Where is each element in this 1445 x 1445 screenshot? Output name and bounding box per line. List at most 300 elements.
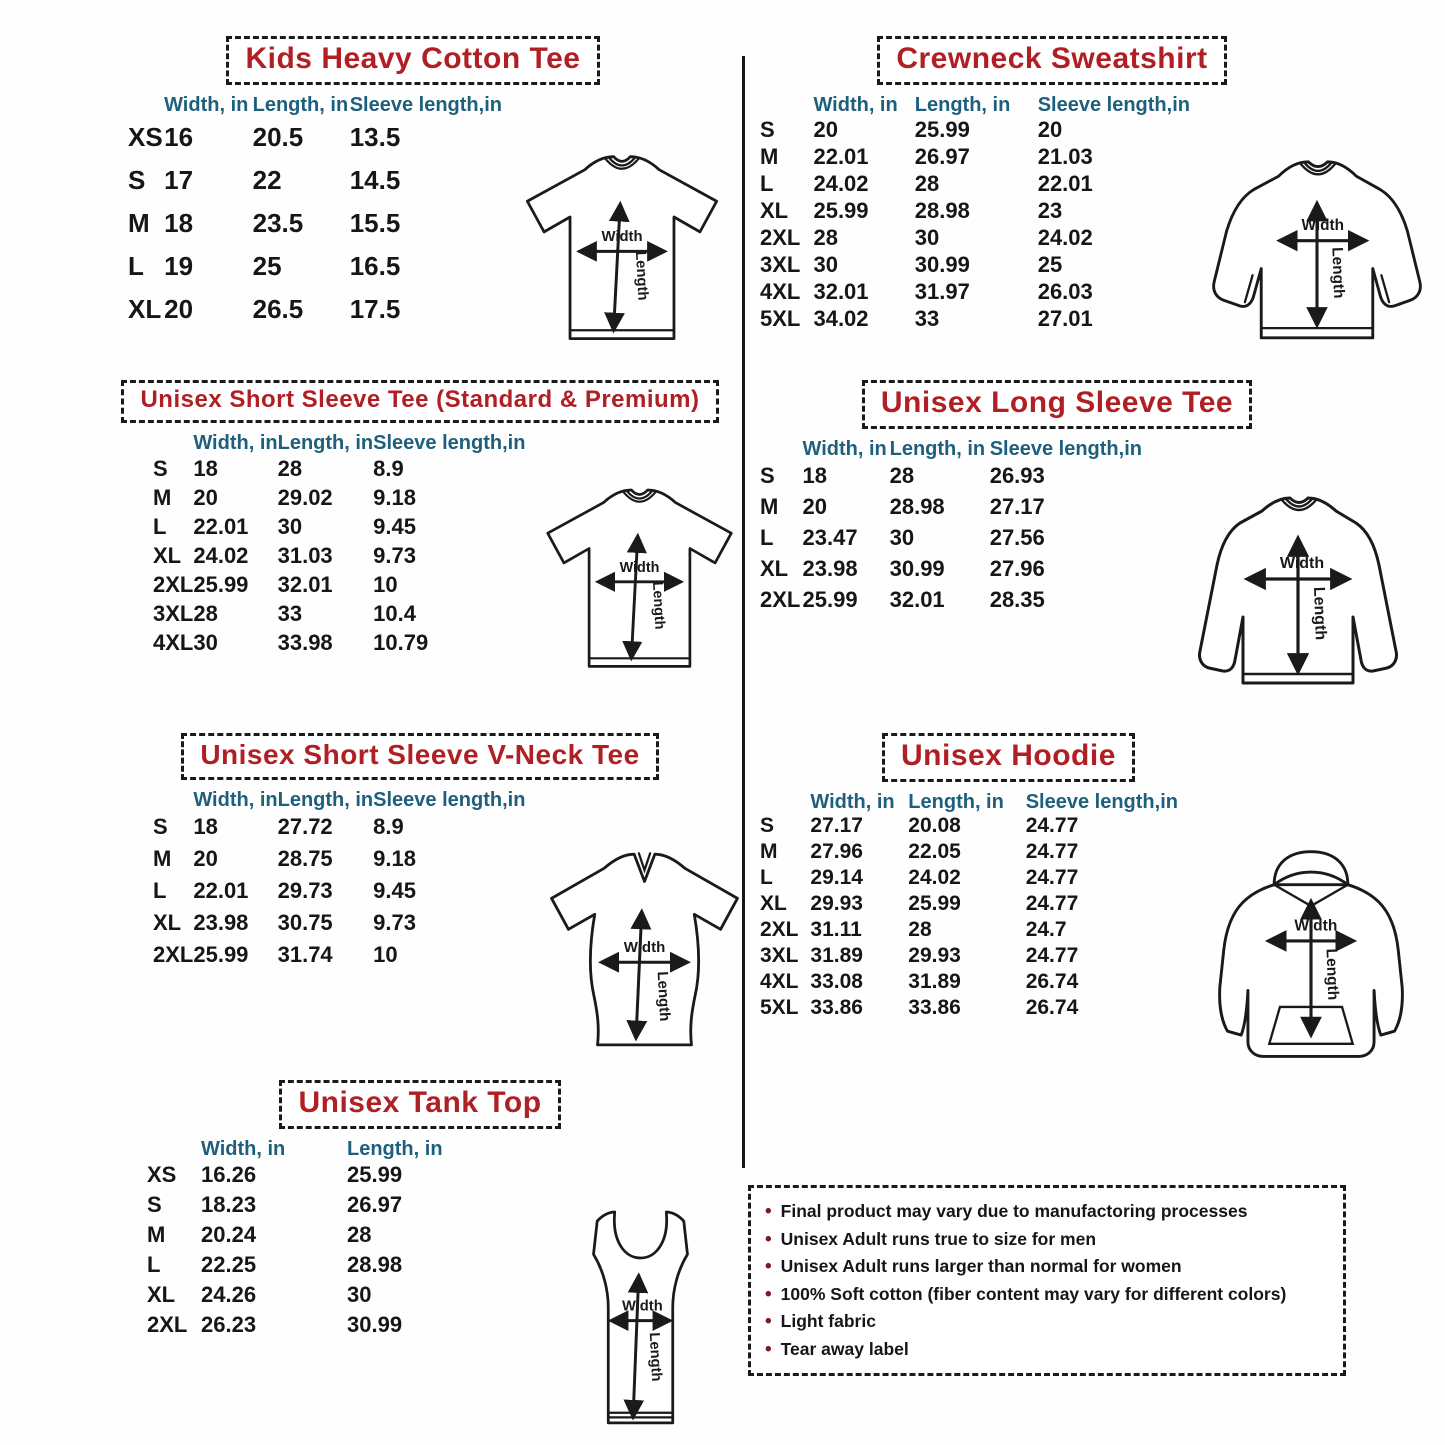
- size-value: 10.79: [373, 629, 429, 655]
- size-value: 30: [813, 251, 838, 277]
- size-value: 34.02: [813, 305, 869, 331]
- size-row: [760, 839, 1178, 865]
- size-row: [153, 811, 525, 843]
- bullet-icon: •: [765, 1311, 772, 1332]
- hoodie-icon: [1180, 842, 1442, 1070]
- size-value: 30: [889, 524, 915, 550]
- size-value: 30: [277, 513, 303, 539]
- note-text: Unisex Adult runs true to size for men: [780, 1228, 1097, 1249]
- size-row: [760, 917, 1178, 943]
- note-item: [765, 1226, 1331, 1254]
- size-table-header: [153, 433, 525, 454]
- size-row: [760, 224, 1190, 251]
- size-label: 2XL: [153, 571, 194, 597]
- size-value: 27.72: [277, 814, 333, 839]
- size-label: 2XL: [760, 224, 801, 250]
- size-row: [760, 278, 1190, 305]
- note-item: [765, 1281, 1331, 1309]
- section-title: Unisex Long Sleeve Tee: [880, 386, 1234, 419]
- size-row: [760, 143, 1190, 170]
- corner-cell: [760, 792, 810, 813]
- section-unisex-short-sleeve-tee: [95, 380, 745, 684]
- size-value: 30: [193, 629, 218, 655]
- size-row: [760, 522, 1142, 553]
- size-row: [147, 1160, 467, 1190]
- size-value: 16.5: [349, 251, 401, 281]
- size-label: L: [153, 513, 167, 539]
- size-value: 33: [277, 600, 303, 626]
- size-value: 27.17: [989, 493, 1045, 519]
- size-value: 18: [193, 455, 218, 481]
- v-neck-tee-icon: [527, 842, 762, 1058]
- size-value: 23: [1037, 197, 1063, 223]
- size-row: [147, 1310, 467, 1340]
- size-row: [760, 943, 1178, 969]
- size-value: 24.02: [1037, 224, 1093, 250]
- size-label: M: [128, 208, 150, 238]
- note-text: Light fabric: [780, 1311, 876, 1331]
- tee-illustration: [506, 147, 738, 357]
- size-row: [760, 491, 1142, 522]
- section-title-wrap: [752, 380, 1442, 429]
- size-value: 28: [813, 224, 838, 250]
- notes-list: [765, 1198, 1331, 1363]
- size-row: [153, 907, 525, 939]
- size-value: 23.47: [802, 524, 858, 550]
- size-row: [760, 584, 1142, 615]
- size-value: 32.01: [813, 278, 869, 304]
- size-value: 31.89: [810, 944, 863, 967]
- size-value: 27.96: [989, 555, 1045, 581]
- size-value: 19: [164, 251, 194, 281]
- size-value: 24.77: [1025, 840, 1079, 863]
- size-value: 17: [164, 165, 194, 195]
- column-header: Length, in: [347, 1138, 443, 1160]
- size-value: 23.98: [193, 910, 249, 935]
- size-row: [128, 288, 502, 331]
- crewneck-illustration: [1192, 151, 1442, 368]
- section-unisex-tank-top: [95, 1080, 745, 1439]
- size-label: 2XL: [153, 942, 194, 967]
- section-title-wrap: [752, 36, 1442, 85]
- column-header: Sleeve length,in: [1037, 94, 1190, 116]
- size-value: 25.99: [347, 1162, 403, 1187]
- size-value: 9.73: [373, 910, 416, 935]
- size-label: 4XL: [760, 278, 801, 304]
- size-value: 20.08: [908, 814, 961, 837]
- section-title-box: [862, 380, 1252, 429]
- note-text: 100% Soft cotton (fiber content may vary for different colors): [780, 1283, 1287, 1304]
- length-label: Length: [649, 581, 668, 630]
- bullet-icon: •: [765, 1338, 772, 1360]
- size-value: 24.26: [201, 1282, 257, 1307]
- section-title-box: [181, 733, 658, 780]
- size-value: 18.23: [201, 1192, 257, 1217]
- section-title-box: [279, 1080, 560, 1129]
- section-title-wrap: [752, 733, 1442, 782]
- note-text: Tear away label: [780, 1338, 909, 1359]
- size-table: [153, 790, 525, 971]
- size-value: 31.97: [914, 278, 970, 304]
- size-value: 22.25: [201, 1252, 257, 1277]
- column-header: Length, in: [277, 789, 374, 811]
- size-value: 14.5: [349, 165, 401, 195]
- size-value: 28.98: [889, 493, 945, 519]
- size-value: 30.99: [347, 1312, 403, 1337]
- size-row: [128, 116, 502, 159]
- section-title: Unisex Tank Top: [298, 1086, 542, 1119]
- size-value: 20: [164, 294, 194, 324]
- size-table-header: [760, 95, 1190, 116]
- size-row: [153, 512, 525, 541]
- size-value: 18: [193, 814, 218, 839]
- size-value: 26.93: [989, 462, 1045, 488]
- size-value: 24.77: [1025, 892, 1079, 915]
- size-label: XL: [760, 892, 787, 915]
- size-value: 25: [252, 251, 282, 281]
- size-row: [147, 1250, 467, 1280]
- size-label: S: [147, 1192, 162, 1217]
- size-value: 17.5: [349, 294, 401, 324]
- size-row: [760, 305, 1190, 332]
- size-value: 8.9: [373, 814, 404, 839]
- column-header: Length, in: [908, 791, 1004, 813]
- size-label: 5XL: [760, 996, 799, 1019]
- hoodie-illustration: [1180, 842, 1442, 1075]
- size-value: 31.74: [277, 942, 333, 967]
- size-value: 21.03: [1037, 143, 1093, 169]
- size-label: L: [147, 1252, 161, 1277]
- size-label: XL: [760, 555, 789, 581]
- size-label: 3XL: [153, 600, 194, 626]
- column-header: Sleeve length,in: [373, 789, 526, 811]
- size-value: 18: [802, 462, 828, 488]
- size-value: 29.93: [810, 892, 863, 915]
- size-table-header: [760, 792, 1178, 813]
- size-label: L: [128, 251, 144, 281]
- section-title: Kids Heavy Cotton Tee: [245, 42, 581, 75]
- size-value: 25.99: [813, 197, 869, 223]
- size-value: 23.5: [252, 208, 304, 238]
- size-label: L: [153, 878, 167, 903]
- size-table: [153, 433, 525, 657]
- length-label: Length: [631, 250, 651, 301]
- section-title: Unisex Hoodie: [901, 739, 1116, 772]
- size-label: 2XL: [760, 918, 799, 941]
- size-row: [128, 202, 502, 245]
- section-title-box: [121, 380, 718, 423]
- size-value: 33.98: [277, 629, 333, 655]
- notes-box: [748, 1185, 1346, 1376]
- size-value: 24.02: [813, 170, 869, 196]
- column-header: Length, in: [277, 432, 374, 454]
- section-title-box: [882, 733, 1135, 782]
- tee-illustration: [527, 481, 752, 684]
- tank-top-illustration: [553, 1199, 728, 1439]
- size-label: L: [760, 170, 774, 196]
- column-header: Width, in: [813, 94, 898, 116]
- size-value: 24.7: [1025, 918, 1067, 941]
- size-label: XL: [760, 197, 789, 223]
- size-value: 30: [347, 1282, 372, 1307]
- size-value: 22.01: [1037, 170, 1093, 196]
- length-label: Length: [1322, 948, 1342, 1001]
- size-row: [760, 969, 1178, 995]
- size-value: 26.74: [1025, 996, 1079, 1019]
- size-value: 20: [813, 116, 838, 142]
- width-label: Width: [1294, 917, 1338, 935]
- column-header: Width, in: [810, 791, 895, 813]
- size-value: 26.97: [914, 143, 970, 169]
- size-value: 22.05: [908, 840, 961, 863]
- size-row: [153, 875, 525, 907]
- size-row: [760, 553, 1142, 584]
- column-header: Width, in: [193, 789, 278, 811]
- width-label: Width: [1301, 217, 1345, 235]
- column-header: Sleeve length,in: [989, 438, 1142, 460]
- size-row: [153, 541, 525, 570]
- size-value: 28: [277, 455, 303, 481]
- size-label: XL: [153, 542, 182, 568]
- tank-top-icon: [553, 1199, 728, 1434]
- size-row: [760, 170, 1190, 197]
- size-label: M: [760, 840, 778, 863]
- size-row: [760, 116, 1190, 143]
- size-value: 28: [347, 1222, 372, 1247]
- bullet-icon: •: [765, 1256, 772, 1277]
- corner-cell: [147, 1139, 201, 1160]
- size-label: 4XL: [153, 629, 194, 655]
- length-label: Length: [1310, 586, 1329, 641]
- note-item: [765, 1198, 1331, 1226]
- column-header: Width, in: [193, 432, 278, 454]
- size-label: XL: [153, 910, 182, 935]
- size-value: 28.98: [347, 1252, 403, 1277]
- size-value: 18: [164, 208, 194, 238]
- note-text: Unisex Adult runs larger than normal for women: [780, 1256, 1182, 1276]
- v-neck-tee-illustration: [527, 842, 762, 1063]
- size-value: 20.24: [201, 1222, 257, 1247]
- section-title-box: [226, 36, 599, 85]
- size-label: XS: [147, 1162, 177, 1187]
- section-title: Unisex Short Sleeve Tee (Standard & Premium): [140, 386, 700, 413]
- size-label: M: [760, 493, 779, 519]
- size-row: [147, 1280, 467, 1310]
- column-header: Length, in: [889, 438, 986, 460]
- size-value: 28: [193, 600, 218, 626]
- size-label: M: [153, 846, 172, 871]
- width-label: Width: [621, 1298, 663, 1315]
- size-value: 9.73: [373, 542, 416, 568]
- size-row: [153, 454, 525, 483]
- size-table: [760, 95, 1190, 332]
- size-value: 20: [1037, 116, 1063, 142]
- section-unisex-long-sleeve-tee: [752, 380, 1442, 707]
- size-value: 22: [252, 165, 282, 195]
- size-label: XL: [147, 1282, 176, 1307]
- section-unisex-v-neck-tee: [95, 733, 745, 1063]
- short-sleeve-tee-icon: [506, 147, 738, 352]
- size-value: 28.98: [914, 197, 970, 223]
- column-header: Sleeve length,in: [349, 94, 502, 116]
- section-title-wrap: [95, 380, 745, 423]
- size-value: 28.75: [277, 846, 333, 871]
- size-value: 25: [1037, 251, 1063, 277]
- size-value: 29.14: [810, 866, 863, 889]
- size-value: 30: [914, 224, 940, 250]
- long-sleeve-tee-illustration: [1142, 487, 1442, 707]
- size-value: 28.35: [989, 586, 1045, 612]
- size-value: 16.26: [201, 1162, 257, 1187]
- size-label: 5XL: [760, 305, 801, 331]
- size-value: 33.86: [908, 996, 961, 1019]
- corner-cell: [760, 95, 813, 116]
- section-title-wrap: [95, 1080, 745, 1129]
- width-label: Width: [1279, 555, 1325, 572]
- size-row: [760, 891, 1178, 917]
- size-value: 22.01: [193, 878, 249, 903]
- size-label: S: [760, 814, 775, 837]
- size-value: 20: [193, 484, 218, 510]
- section-title: Crewneck Sweatshirt: [896, 42, 1208, 75]
- size-value: 29.93: [908, 944, 961, 967]
- size-value: 15.5: [349, 208, 401, 238]
- size-value: 10: [373, 571, 398, 597]
- section-title-wrap: [95, 733, 745, 780]
- length-label: Length: [654, 970, 674, 1022]
- size-table: [760, 792, 1178, 1021]
- corner-cell: [153, 433, 193, 454]
- size-value: 25.99: [802, 586, 858, 612]
- size-row: [153, 628, 525, 657]
- size-label: 3XL: [760, 944, 799, 967]
- size-value: 9.18: [373, 484, 416, 510]
- column-header: Width, in: [164, 94, 249, 116]
- size-value: 24.77: [1025, 814, 1079, 837]
- size-value: 9.18: [373, 846, 416, 871]
- size-value: 27.56: [989, 524, 1045, 550]
- size-table: [147, 1139, 467, 1340]
- size-value: 16: [164, 122, 194, 152]
- size-row: [153, 939, 525, 971]
- size-table-header: [760, 439, 1142, 460]
- size-table-header: [153, 790, 525, 811]
- size-value: 20.5: [252, 122, 304, 152]
- size-row: [153, 570, 525, 599]
- size-value: 30.99: [889, 555, 945, 581]
- size-value: 10: [373, 942, 398, 967]
- size-label: 2XL: [760, 586, 801, 612]
- note-item: [765, 1336, 1331, 1364]
- size-value: 24.02: [193, 542, 249, 568]
- size-value: 26.74: [1025, 970, 1079, 993]
- garment-outline: [594, 1212, 688, 1423]
- bullet-icon: •: [765, 1201, 772, 1222]
- column-header: Width, in: [201, 1138, 286, 1160]
- size-table-header: [128, 95, 502, 116]
- size-label: S: [153, 455, 168, 481]
- size-value: 33: [914, 305, 940, 331]
- corner-cell: [760, 439, 803, 460]
- size-value: 33.08: [810, 970, 863, 993]
- column-header: Width, in: [802, 438, 887, 460]
- size-value: 26.5: [252, 294, 304, 324]
- size-row: [147, 1190, 467, 1220]
- size-value: 13.5: [349, 122, 401, 152]
- size-value: 23.98: [802, 555, 858, 581]
- size-value: 20: [193, 846, 218, 871]
- size-label: S: [128, 165, 146, 195]
- size-value: 25.99: [193, 571, 249, 597]
- note-text: Final product may vary due to manufactoring processes: [780, 1201, 1248, 1221]
- size-value: 30.99: [914, 251, 970, 277]
- bullet-icon: •: [765, 1228, 772, 1250]
- size-label: S: [760, 116, 775, 142]
- size-value: 9.45: [373, 513, 416, 539]
- size-value: 32.01: [889, 586, 945, 612]
- size-value: 25.99: [193, 942, 249, 967]
- size-value: 31.11: [810, 918, 862, 941]
- size-value: 26.23: [201, 1312, 257, 1337]
- size-label: M: [153, 484, 172, 510]
- size-value: 22.01: [193, 513, 249, 539]
- size-row: [153, 483, 525, 512]
- size-label: L: [760, 866, 773, 889]
- size-value: 10.4: [373, 600, 416, 626]
- section-crewneck-sweatshirt: [752, 36, 1442, 368]
- size-label: 3XL: [760, 251, 801, 277]
- size-value: 29.02: [277, 484, 333, 510]
- size-value: 22.01: [813, 143, 869, 169]
- size-table: [760, 439, 1142, 615]
- size-row: [760, 813, 1178, 839]
- garment-outline: [527, 157, 716, 339]
- size-row: [760, 995, 1178, 1021]
- size-row: [128, 159, 502, 202]
- size-value: 27.17: [810, 814, 863, 837]
- size-value: 8.9: [373, 455, 404, 481]
- size-value: 27.96: [810, 840, 863, 863]
- garment-outline: [548, 490, 732, 666]
- hood-outline: [1274, 852, 1348, 885]
- size-label: 2XL: [147, 1312, 188, 1337]
- size-row: [147, 1220, 467, 1250]
- section-unisex-hoodie: [752, 733, 1442, 1075]
- column-header: Sleeve length,in: [373, 432, 526, 454]
- size-label: S: [760, 462, 775, 488]
- size-label: 4XL: [760, 970, 799, 993]
- size-value: 29.73: [277, 878, 333, 903]
- size-value: 26.03: [1037, 278, 1093, 304]
- size-row: [153, 843, 525, 875]
- width-label: Width: [624, 938, 666, 956]
- length-label: Length: [645, 1331, 665, 1382]
- size-row: [760, 197, 1190, 224]
- length-label: Length: [1328, 246, 1348, 299]
- size-row: [153, 599, 525, 628]
- crewneck-sweatshirt-icon: [1192, 151, 1442, 363]
- note-item: [765, 1253, 1331, 1281]
- size-value: 32.01: [277, 571, 333, 597]
- size-value: 27.01: [1037, 305, 1093, 331]
- section-title-wrap: [88, 36, 738, 85]
- size-row: [760, 460, 1142, 491]
- column-header: Length, in: [252, 94, 349, 116]
- size-value: 9.45: [373, 878, 416, 903]
- section-title: Unisex Short Sleeve V-Neck Tee: [200, 739, 640, 770]
- size-table: [128, 95, 502, 331]
- size-value: 25.99: [914, 116, 970, 142]
